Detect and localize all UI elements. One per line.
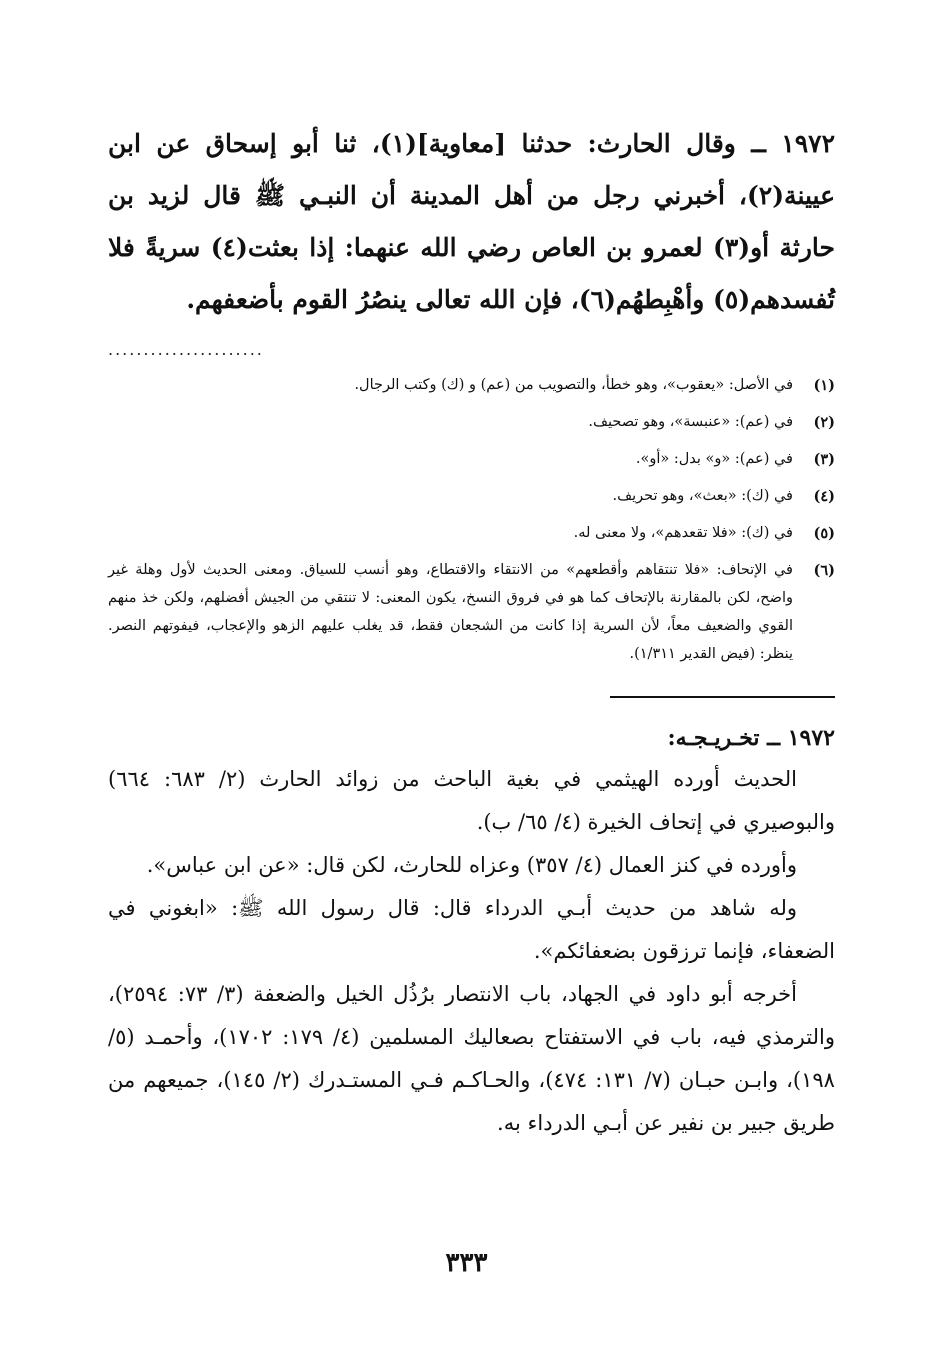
footnote-text: في الإتحاف: «فلا تنتقاهم وأقطعهم» من الانتقاء والاقتطاع، وهو أنسب للسياق. ومعنى الحديث لأول وهلة غير واضح، لكن بالمقارنة بالإتحاف كما هو في فروق النسخ، يكون المعنى: لا تنتقي من الجيش أفضلهم، ولكن خذ منهم القوي والضعيف معاً، لأن السرية إذا كانت من الشجعان فقط، قد يغلب عليهم الزهو والإعجاب، فيفوتهم النصر. ينظر: (فيض القدير ١/٣١١).	[108, 562, 793, 662]
takhrij-body	[108, 758, 835, 1145]
takhrij-paragraph: وله شاهد من حديث أبـي الدرداء قال: قال رسول الله ﷺ: «ابغوني في الضعفاء، فإنما ترزقون بضعفائكم».	[108, 896, 835, 963]
footnote-text: في (ك): «بعث»، وهو تحريف.	[612, 488, 793, 504]
footnote-number: (٢)	[813, 414, 835, 431]
footnote-number: (١)	[813, 377, 835, 394]
footnote-text: في الأصل: «يعقوب»، وهو خطأ، والتصويب من (عم) و (ك) وكتب الرجال.	[354, 377, 793, 393]
footnote-number: (٥)	[813, 525, 835, 542]
footnote-number: (٦)	[813, 562, 835, 579]
footnote-text: في (ك): «فلا تقعدهم»، ولا معنى له.	[573, 525, 793, 541]
footnote	[108, 478, 835, 515]
footnote	[108, 441, 835, 478]
footnote-number: (٤)	[813, 488, 835, 505]
footnote	[108, 552, 835, 668]
footnote-number: (٣)	[813, 451, 835, 468]
takhrij-paragraph: أخرجه أبو داود في الجهاد، باب الانتصار برُذُل الخيل والضعفة (٣/ ٧٣: ٢٥٩٤)، والترمذي فيه، باب في الاستفتاح بصعاليك المسلمين (٤/ ١٧٩: ١٧٠٢)، وأحمـد (٥/ ١٩٨)، وابـن حبـان (٧/ ١٣١: ٤٧٤)، والحـاكـم فـي المستـدرك (٢/ ١٤٥)، جميعهم من طريق جبير بن نفير عن أبـي الدرداء به.	[108, 982, 835, 1135]
footnote	[108, 404, 835, 441]
document-page	[108, 118, 835, 1145]
section-divider	[610, 696, 835, 698]
takhrij-paragraph: الحديث أورده الهيثمي في بغية الباحث من زوائد الحارث (٢/ ٦٨٣: ٦٦٤) والبوصيري في إتحاف الخيرة (٤/ ٦٥/ ب).	[108, 767, 835, 834]
footnote	[108, 367, 835, 404]
takhrij-heading: ١٩٧٢ ــ تخـريـجـه:	[667, 725, 835, 751]
footnote-text: في (عم): «و» بدل: «أو».	[635, 451, 793, 467]
footnote-separator-dots: ......................	[108, 340, 264, 359]
page-number: ٣٣٣	[445, 1248, 488, 1278]
footnote-text: في (عم): «عنبسة»، وهو تصحيف.	[588, 414, 793, 430]
hadith-paragraph: ١٩٧٢ ــ وقال الحارث: حدثنا [معاوية](١)، ثنا أبو إسحاق عن ابن عيينة(٢)، أخبرني رجل من أهل المدينة أن النبـي ﷺ قال لزيد بن حارثة أو(٣) لعمرو بن العاص رضي الله عنهما: إذا بعثت(٤) سريةً فلا تُفسدهم(٥) وأهْبِطهُم(٦)، فإن الله تعالى ينصُرُ القوم بأضعفهم.	[108, 129, 836, 314]
footnotes-list	[108, 367, 835, 668]
takhrij-paragraph: وأورده في كنز العمال (٤/ ٣٥٧) وعزاه للحارث، لكن قال: «عن ابن عباس».	[146, 853, 797, 877]
footnote	[108, 515, 835, 552]
